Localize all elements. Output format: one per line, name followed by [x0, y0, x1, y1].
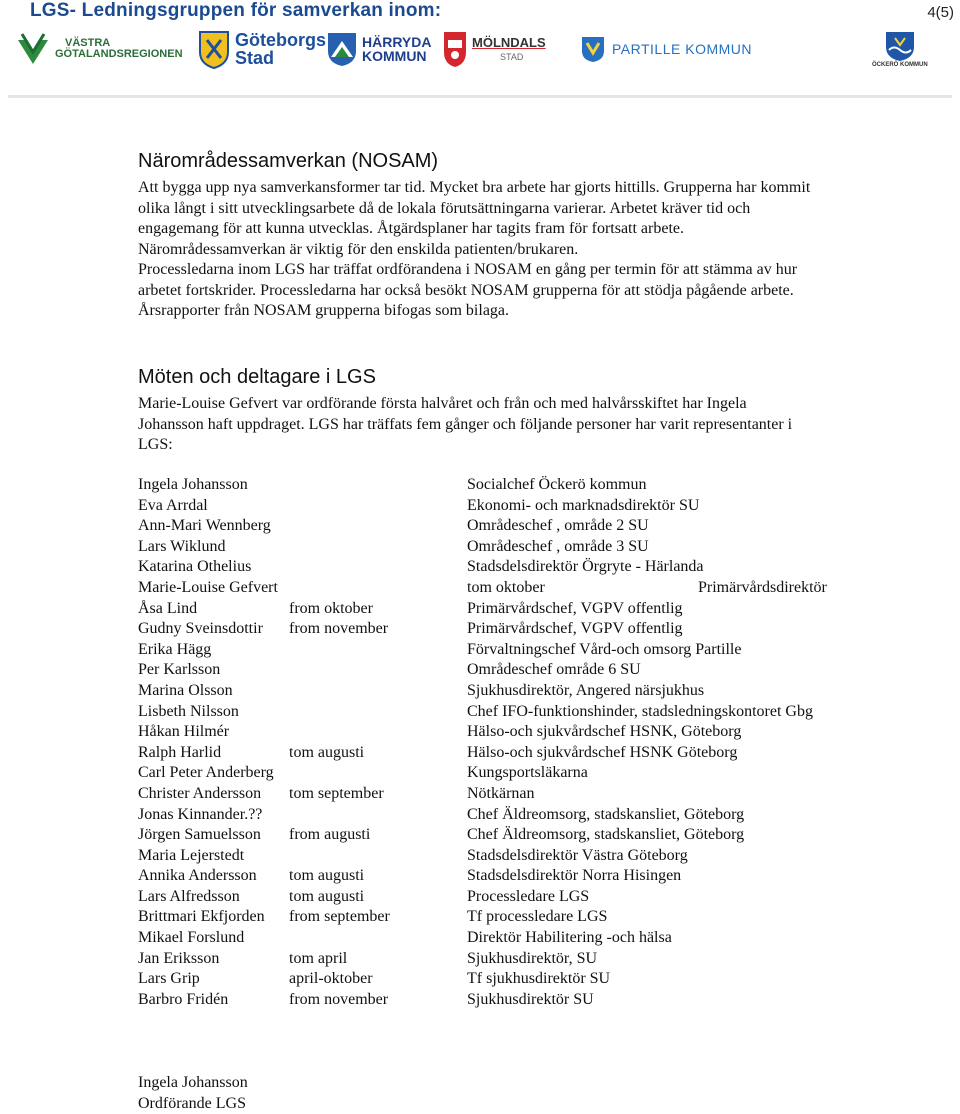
member-row: [138, 867, 938, 888]
member-row: [138, 991, 938, 1012]
member-role: Ekonomi- och marknadsdirektör SU: [467, 497, 699, 515]
member-row: [138, 929, 938, 950]
member-name: Annika Andersson: [138, 867, 257, 885]
signature-name: Ingela Johansson: [138, 1073, 248, 1094]
member-row: [138, 641, 938, 662]
member-row: [138, 620, 938, 641]
logo-text-line2: Stad: [235, 49, 326, 67]
member-role: Sjukhusdirektör SU: [467, 991, 594, 1009]
logo-harryda-kommun: [326, 26, 431, 72]
member-row: [138, 661, 938, 682]
signature-title: Ordförande LGS: [138, 1094, 248, 1114]
banner-title: LGS- Ledningsgruppen för samverkan inom:: [30, 0, 441, 22]
member-row: [138, 558, 938, 579]
partille-crest-icon: [580, 35, 606, 63]
logo-text-line1: VÄSTRA: [65, 38, 183, 49]
section-heading-meetings: Möten och deltagare i LGS: [138, 366, 376, 389]
member-name: Maria Lejerstedt: [138, 847, 244, 865]
body-line: arbetet fortskrider. Processledarna har också besökt NOSAM grupperna för att stödja pågående arbete.: [138, 281, 898, 302]
member-row: [138, 703, 938, 724]
member-role: Nötkärnan: [467, 785, 535, 803]
member-role: Chef IFO-funktionshinder, stadsledningskontoret Gbg: [467, 703, 813, 721]
member-name: Gudny Sveinsdottir: [138, 620, 263, 638]
header-banner: [0, 0, 960, 100]
member-role: Områdeschef område 6 SU: [467, 661, 641, 679]
member-name: Lisbeth Nilsson: [138, 703, 239, 721]
section-body-nosam: [138, 178, 898, 322]
member-role: Sjukhusdirektör, Angered närsjukhus: [467, 682, 704, 700]
member-role: Hälso-och sjukvårdschef HSNK, Göteborg: [467, 723, 741, 741]
section-body-meetings: [138, 394, 898, 456]
member-period: tom augusti: [289, 888, 364, 906]
member-row: [138, 785, 938, 806]
member-name: Åsa Lind: [138, 600, 197, 618]
logo-text-line2: STAD: [500, 53, 546, 62]
member-row: [138, 497, 938, 518]
section-heading-nosam: Närområdessamverkan (NOSAM): [138, 150, 438, 173]
member-name: Jonas Kinnander.??: [138, 806, 262, 824]
member-name: Mikael Forslund: [138, 929, 244, 947]
member-name: Lars Grip: [138, 970, 200, 988]
member-row: [138, 950, 938, 971]
member-period: tom augusti: [289, 867, 364, 885]
body-line: LGS:: [138, 435, 898, 456]
member-row: [138, 517, 938, 538]
logo-text-line1: Göteborgs: [235, 31, 326, 49]
logo-strip: [14, 26, 944, 72]
member-name: Marie-Louise Gefvert: [138, 579, 278, 597]
member-role: Sjukhusdirektör, SU: [467, 950, 597, 968]
member-role: Tf processledare LGS: [467, 908, 607, 926]
member-role: Stadsdelsdirektör Örgryte - Härlanda: [467, 558, 704, 576]
goteborg-lion-crest-icon: [196, 28, 232, 70]
logo-goteborgs-stad: [196, 26, 326, 72]
logo-text-line2: GÖTALANDSREGIONEN: [55, 49, 183, 60]
member-row: [138, 764, 938, 785]
ockero-crest-icon: [883, 30, 917, 62]
logo-ockero-kommun: [872, 26, 928, 72]
member-name: Per Karlsson: [138, 661, 220, 679]
member-row: [138, 723, 938, 744]
member-period: from september: [289, 908, 390, 926]
member-name: Håkan Hilmér: [138, 723, 229, 741]
member-name: Ralph Harlid: [138, 744, 221, 762]
body-line: Årsrapporter från NOSAM grupperna bifogas som bilaga.: [138, 301, 898, 322]
member-period: tom september: [289, 785, 384, 803]
member-period: from november: [289, 991, 388, 1009]
logo-text-line2: KOMMUN: [362, 49, 431, 63]
logo-text-line1: PARTILLE KOMMUN: [612, 42, 752, 56]
member-name: Christer Andersson: [138, 785, 261, 803]
body-line: Närområdessamverkan är viktig för den enskilda patienten/brukaren.: [138, 240, 898, 261]
member-role: Direktör Habilitering -och hälsa: [467, 929, 672, 947]
vgr-emblem-icon: [14, 30, 52, 68]
member-row: [138, 826, 938, 847]
member-name: Carl Peter Anderberg: [138, 764, 274, 782]
member-row: [138, 888, 938, 909]
member-role: tom oktober: [467, 579, 545, 597]
page-number: 4(5): [927, 4, 954, 21]
member-name: Lars Alfredsson: [138, 888, 240, 906]
member-list: [138, 476, 938, 1011]
member-row: [138, 908, 938, 929]
member-period: from oktober: [289, 600, 373, 618]
harryda-crest-icon: [326, 31, 358, 67]
member-row: [138, 682, 938, 703]
member-role: Stadsdelsdirektör Norra Hisingen: [467, 867, 681, 885]
member-row: [138, 847, 938, 868]
member-row: [138, 806, 938, 827]
logo-molndals-stad: [442, 26, 546, 72]
member-role-extra: Primärvårdsdirektör: [698, 579, 827, 597]
logo-text-line1: HÄRRYDA: [362, 35, 431, 49]
member-period: tom april: [289, 950, 347, 968]
member-name: Barbro Fridén: [138, 991, 228, 1009]
member-role: Områdeschef , område 3 SU: [467, 538, 649, 556]
signature-block: [138, 1073, 248, 1114]
member-role: Kungsportsläkarna: [467, 764, 588, 782]
molndal-crest-icon: [442, 30, 468, 68]
member-row: [138, 970, 938, 991]
member-row: [138, 476, 938, 497]
member-name: Marina Olsson: [138, 682, 233, 700]
member-row: [138, 600, 938, 621]
member-period: from november: [289, 620, 388, 638]
body-line: Marie-Louise Gefvert var ordförande första halvåret och från och med halvårsskiftet har Ingela: [138, 394, 898, 415]
body-line: Johansson haft uppdraget. LGS har träffats fem gånger och följande personer har varit representanter i: [138, 415, 898, 436]
member-period: from augusti: [289, 826, 370, 844]
logo-vastra-gotalandsregionen: [14, 26, 183, 72]
member-role: Tf sjukhusdirektör SU: [467, 970, 610, 988]
member-role: Primärvårdschef, VGPV offentlig: [467, 620, 683, 638]
body-line: engagemang för att kunna utvecklas. Åtgärdsplaner har tagits fram för fortsatt arbete.: [138, 219, 898, 240]
member-role: Chef Äldreomsorg, stadskansliet, Göteborg: [467, 806, 744, 824]
member-name: Jan Eriksson: [138, 950, 219, 968]
body-line: olika långt i sitt utvecklingsarbete då de lokala förutsättningarna varierar. Arbetet kräver tid och: [138, 199, 898, 220]
member-name: Katarina Othelius: [138, 558, 251, 576]
member-name: Jörgen Samuelsson: [138, 826, 261, 844]
member-name: Lars Wiklund: [138, 538, 226, 556]
header-divider: [8, 95, 952, 98]
member-role: Hälso-och sjukvårdschef HSNK Göteborg: [467, 744, 737, 762]
member-period: april-oktober: [289, 970, 373, 988]
member-period: tom augusti: [289, 744, 364, 762]
member-name: Ann-Mari Wennberg: [138, 517, 271, 535]
member-role: Chef Äldreomsorg, stadskansliet, Göteborg: [467, 826, 744, 844]
member-name: Eva Arrdal: [138, 497, 208, 515]
member-role: Förvaltningschef Vård-och omsorg Partille: [467, 641, 741, 659]
body-line: Processledarna inom LGS har träffat ordförandena i NOSAM en gång per termin för att stämma av hur: [138, 260, 898, 281]
logo-text-line1: MÖLNDALS: [472, 36, 546, 49]
member-row: [138, 538, 938, 559]
member-role: Områdeschef , område 2 SU: [467, 517, 649, 535]
member-row: [138, 744, 938, 765]
member-role: Processledare LGS: [467, 888, 589, 906]
member-name: Erika Hägg: [138, 641, 211, 659]
logo-text-line1: ÖCKERÖ KOMMUN: [872, 62, 928, 68]
member-role: Primärvårdschef, VGPV offentlig: [467, 600, 683, 618]
member-name: Brittmari Ekfjorden: [138, 908, 265, 926]
logo-partille-kommun: [580, 26, 752, 72]
body-line: Att bygga upp nya samverkansformer tar tid. Mycket bra arbete har gjorts hittills. Grupperna har kommit: [138, 178, 898, 199]
member-row: [138, 579, 938, 600]
member-role: Stadsdelsdirektör Västra Göteborg: [467, 847, 688, 865]
member-name: Ingela Johansson: [138, 476, 248, 494]
member-role: Socialchef Öckerö kommun: [467, 476, 647, 494]
